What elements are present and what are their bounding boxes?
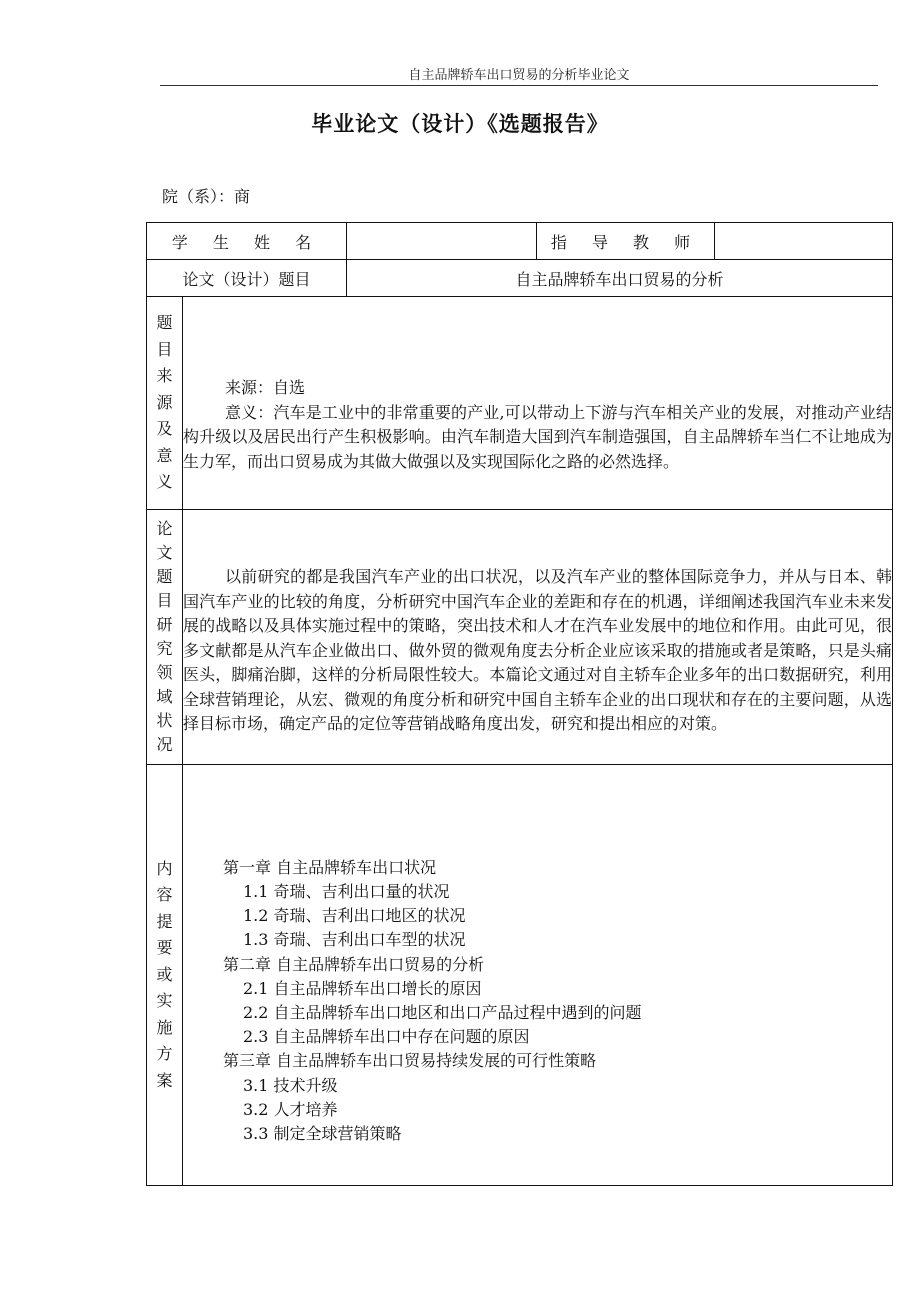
research-label-char: 研 bbox=[156, 615, 173, 634]
content-label-char: 容 bbox=[156, 885, 173, 905]
research-label-char: 领 bbox=[156, 663, 173, 682]
research-label-char: 论 bbox=[156, 519, 173, 538]
source-label-char: 题 bbox=[156, 313, 173, 333]
source-label-char: 意 bbox=[156, 445, 173, 465]
research-label-char: 文 bbox=[156, 543, 173, 562]
research-label-char: 题 bbox=[156, 567, 173, 586]
outline-chapter: 第一章 自主品牌轿车出口状况 bbox=[223, 857, 437, 877]
outline-chapter: 第二章 自主品牌轿车出口贸易的分析 bbox=[223, 954, 485, 974]
outline-section: 2.2 自主品牌轿车出口地区和出口产品过程中遇到的问题 bbox=[243, 1003, 642, 1022]
student-name-label: 学 生 姓 名 bbox=[147, 223, 347, 260]
content-label-char: 要 bbox=[156, 938, 173, 958]
source-side-label bbox=[147, 297, 183, 510]
source-label-char: 目 bbox=[156, 339, 173, 359]
research-label-char: 究 bbox=[156, 639, 173, 658]
outline-section: 3.3 制定全球营销策略 bbox=[243, 1124, 402, 1144]
running-header: 自主品牌轿车出口贸易的分析毕业论文 bbox=[408, 68, 630, 83]
outline-section: 1.1 奇瑞、吉利出口量的状况 bbox=[243, 881, 450, 901]
outline-list bbox=[183, 804, 892, 1146]
content-label-char: 实 bbox=[156, 991, 173, 1011]
student-advisor-row bbox=[147, 223, 893, 260]
outline-chapter: 第三章 自主品牌轿车出口贸易持续发展的可行性策略 bbox=[223, 1051, 597, 1071]
advisor-label: 指 导 教 师 bbox=[537, 223, 715, 260]
research-content bbox=[183, 510, 893, 765]
research-label-char: 目 bbox=[156, 591, 173, 610]
source-text: 来源：自选 bbox=[225, 378, 306, 397]
outline-section: 1.2 奇瑞、吉利出口地区的状况 bbox=[243, 906, 466, 926]
topic-row bbox=[147, 260, 893, 297]
source-label-char: 来 bbox=[156, 366, 173, 386]
research-row bbox=[147, 510, 893, 765]
research-label-char: 域 bbox=[156, 687, 173, 706]
source-label-char: 源 bbox=[156, 392, 173, 412]
content-row bbox=[147, 765, 893, 1186]
outline-section: 3.1 技术升级 bbox=[243, 1075, 338, 1095]
report-form-table bbox=[146, 222, 893, 1186]
outline-section: 2.3 自主品牌轿车出口中存在问题的原因 bbox=[243, 1027, 530, 1047]
research-label-char: 状 bbox=[156, 711, 173, 730]
source-label-char: 义 bbox=[156, 472, 173, 492]
content-side-label bbox=[147, 765, 183, 1186]
department-line: 院（系）：商 bbox=[162, 187, 251, 206]
outline-section: 3.2 人才培养 bbox=[243, 1099, 338, 1119]
source-label-char: 及 bbox=[156, 419, 173, 439]
outline-content bbox=[183, 765, 893, 1186]
outline-section: 2.1 自主品牌轿车出口增长的原因 bbox=[243, 978, 482, 998]
student-name-value bbox=[347, 223, 537, 260]
content-label-char: 内 bbox=[156, 858, 173, 878]
topic-label: 论文（设计）题目 bbox=[147, 260, 347, 297]
outline-section: 1.3 奇瑞、吉利出口车型的状况 bbox=[243, 930, 466, 950]
header-rule bbox=[160, 85, 878, 86]
research-label-char: 况 bbox=[156, 735, 173, 754]
content-label-char: 方 bbox=[156, 1044, 173, 1064]
research-side-label bbox=[147, 510, 183, 765]
topic-value: 自主品牌轿车出口贸易的分析 bbox=[347, 260, 893, 297]
advisor-value bbox=[715, 223, 893, 260]
research-text: 以前研究的都是我国汽车产业的出口状况，以及汽车产业的整体国际竞争力，并从与日本、韩国汽车产业的比较的角度，分析研究中国汽车企业的差距和存在的机遇，详细阐述我国汽车业未来发展的战略以及具体实施过程中的策略，突出技术和人才在汽车业发展中的地位和作用。由此可见，很多文献都是从汽车企业做出口、做外贸的微观角度去分析企业应该采取的措施或者是策略，只是头痛医头，脚痛治脚，这样的分析局限性较大。本篇论文通过对自主轿车企业多年的出口数据研究，利用全球营销理论，从宏、微观的角度分析和研究中国自主轿车企业的出口现状和存在的主要问题，从选择目标市场，确定产品的定位等营销战略角度出发，研究和提出相应的对策。 bbox=[183, 567, 893, 734]
content-label-char: 提 bbox=[156, 911, 173, 931]
content-label-char: 或 bbox=[156, 964, 173, 984]
source-row bbox=[147, 297, 893, 510]
content-label-char: 案 bbox=[156, 1070, 173, 1090]
document-title: 毕业论文（设计）《选题报告》 bbox=[311, 111, 609, 136]
significance-text: 意义：汽车是工业中的非常重要的产业,可以带动上下游与汽车相关产业的发展，对推动产业结构升级以及居民出行产生积极影响。由汽车制造大国到汽车制造强国，自主品牌轿车当仁不让地成为生力军，而出口贸易成为其做大做强以及实现国际化之路的必然选择。 bbox=[183, 402, 893, 471]
content-label-char: 施 bbox=[156, 1017, 173, 1037]
source-content bbox=[183, 297, 893, 510]
